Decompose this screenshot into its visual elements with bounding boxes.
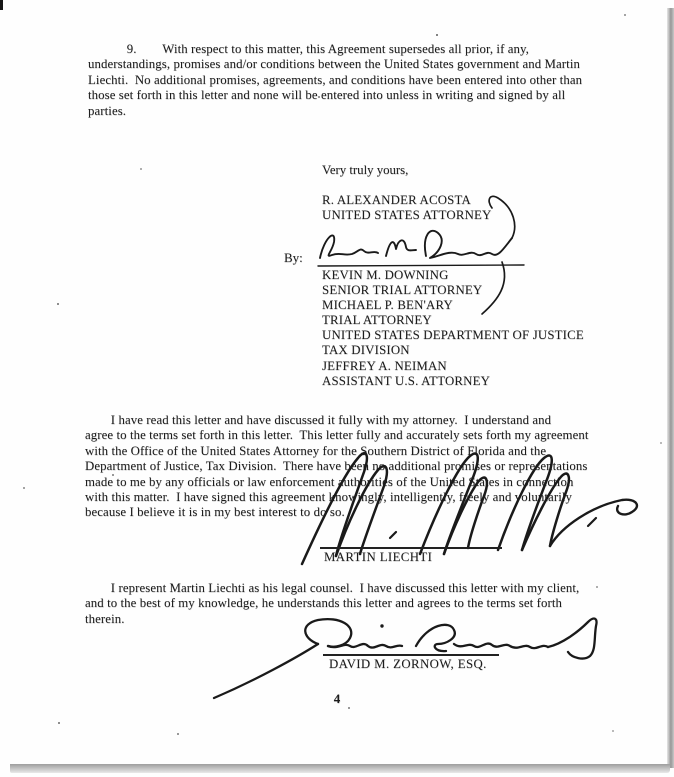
page-edge-shadow-right	[667, 8, 674, 768]
us-attorney-title: UNITED STATES ATTORNEY	[322, 208, 492, 223]
liechti-signature-line	[320, 547, 502, 549]
counsel-acknowledgment-paragraph: I represent Martin Liechti as his legal counsel. I have discussed this letter with my client, and to the best of my knowledge, he understands this letter and agrees to the terms set forth therein.	[85, 581, 580, 626]
us-attorney-name: R. ALEXANDER ACOSTA	[322, 193, 471, 207]
page-number: 4	[333, 691, 341, 706]
page-edge-shadow-bottom	[10, 764, 670, 773]
scan-noise	[0, 0, 2, 2]
zornow-signature-line	[323, 654, 499, 656]
by-label: By:	[284, 250, 303, 265]
attorney-list: KEVIN M. DOWNING SENIOR TRIAL ATTORNEY MICHAEL P. BEN'ARY TRIAL ATTORNEY UNITED STATES DEPARTMENT OF JUSTICE TAX DIVISION JEFFREY A. NEIMAN ASSISTANT U.S. ATTORNEY	[322, 268, 584, 388]
defendant-acknowledgment-paragraph: I have read this letter and have discussed it fully with my attorney. I understand and agree to the terms set forth in this letter. This letter fully and accurately sets forth my agreement with the Office of the United States Attorney for the Southern District of Florida and the Department of Justice, Tax Division. There have been no additional promises or representations made to me by any officials or law enforcement authorities of the United States in connection with this matter. I have signed this agreement knowingly, intelligently, freely and voluntarily because I believe it is in my best interest to do so.	[85, 413, 589, 520]
valediction: Very truly yours,	[322, 163, 409, 177]
zornow-name-label: DAVID M. ZORNOW, ESQ.	[329, 657, 487, 671]
liechti-name-label: MARTIN LIECHTI	[324, 550, 433, 564]
paragraph-9: 9. With respect to this matter, this Agreement supersedes all prior, if any, understandings, promises and/or conditions between the United States government and Martin Liechti. No additional promises, agreements, and conditions have been entered into other than those set forth in this letter and none will be entered into unless in writing and signed by all parties.	[88, 42, 583, 118]
